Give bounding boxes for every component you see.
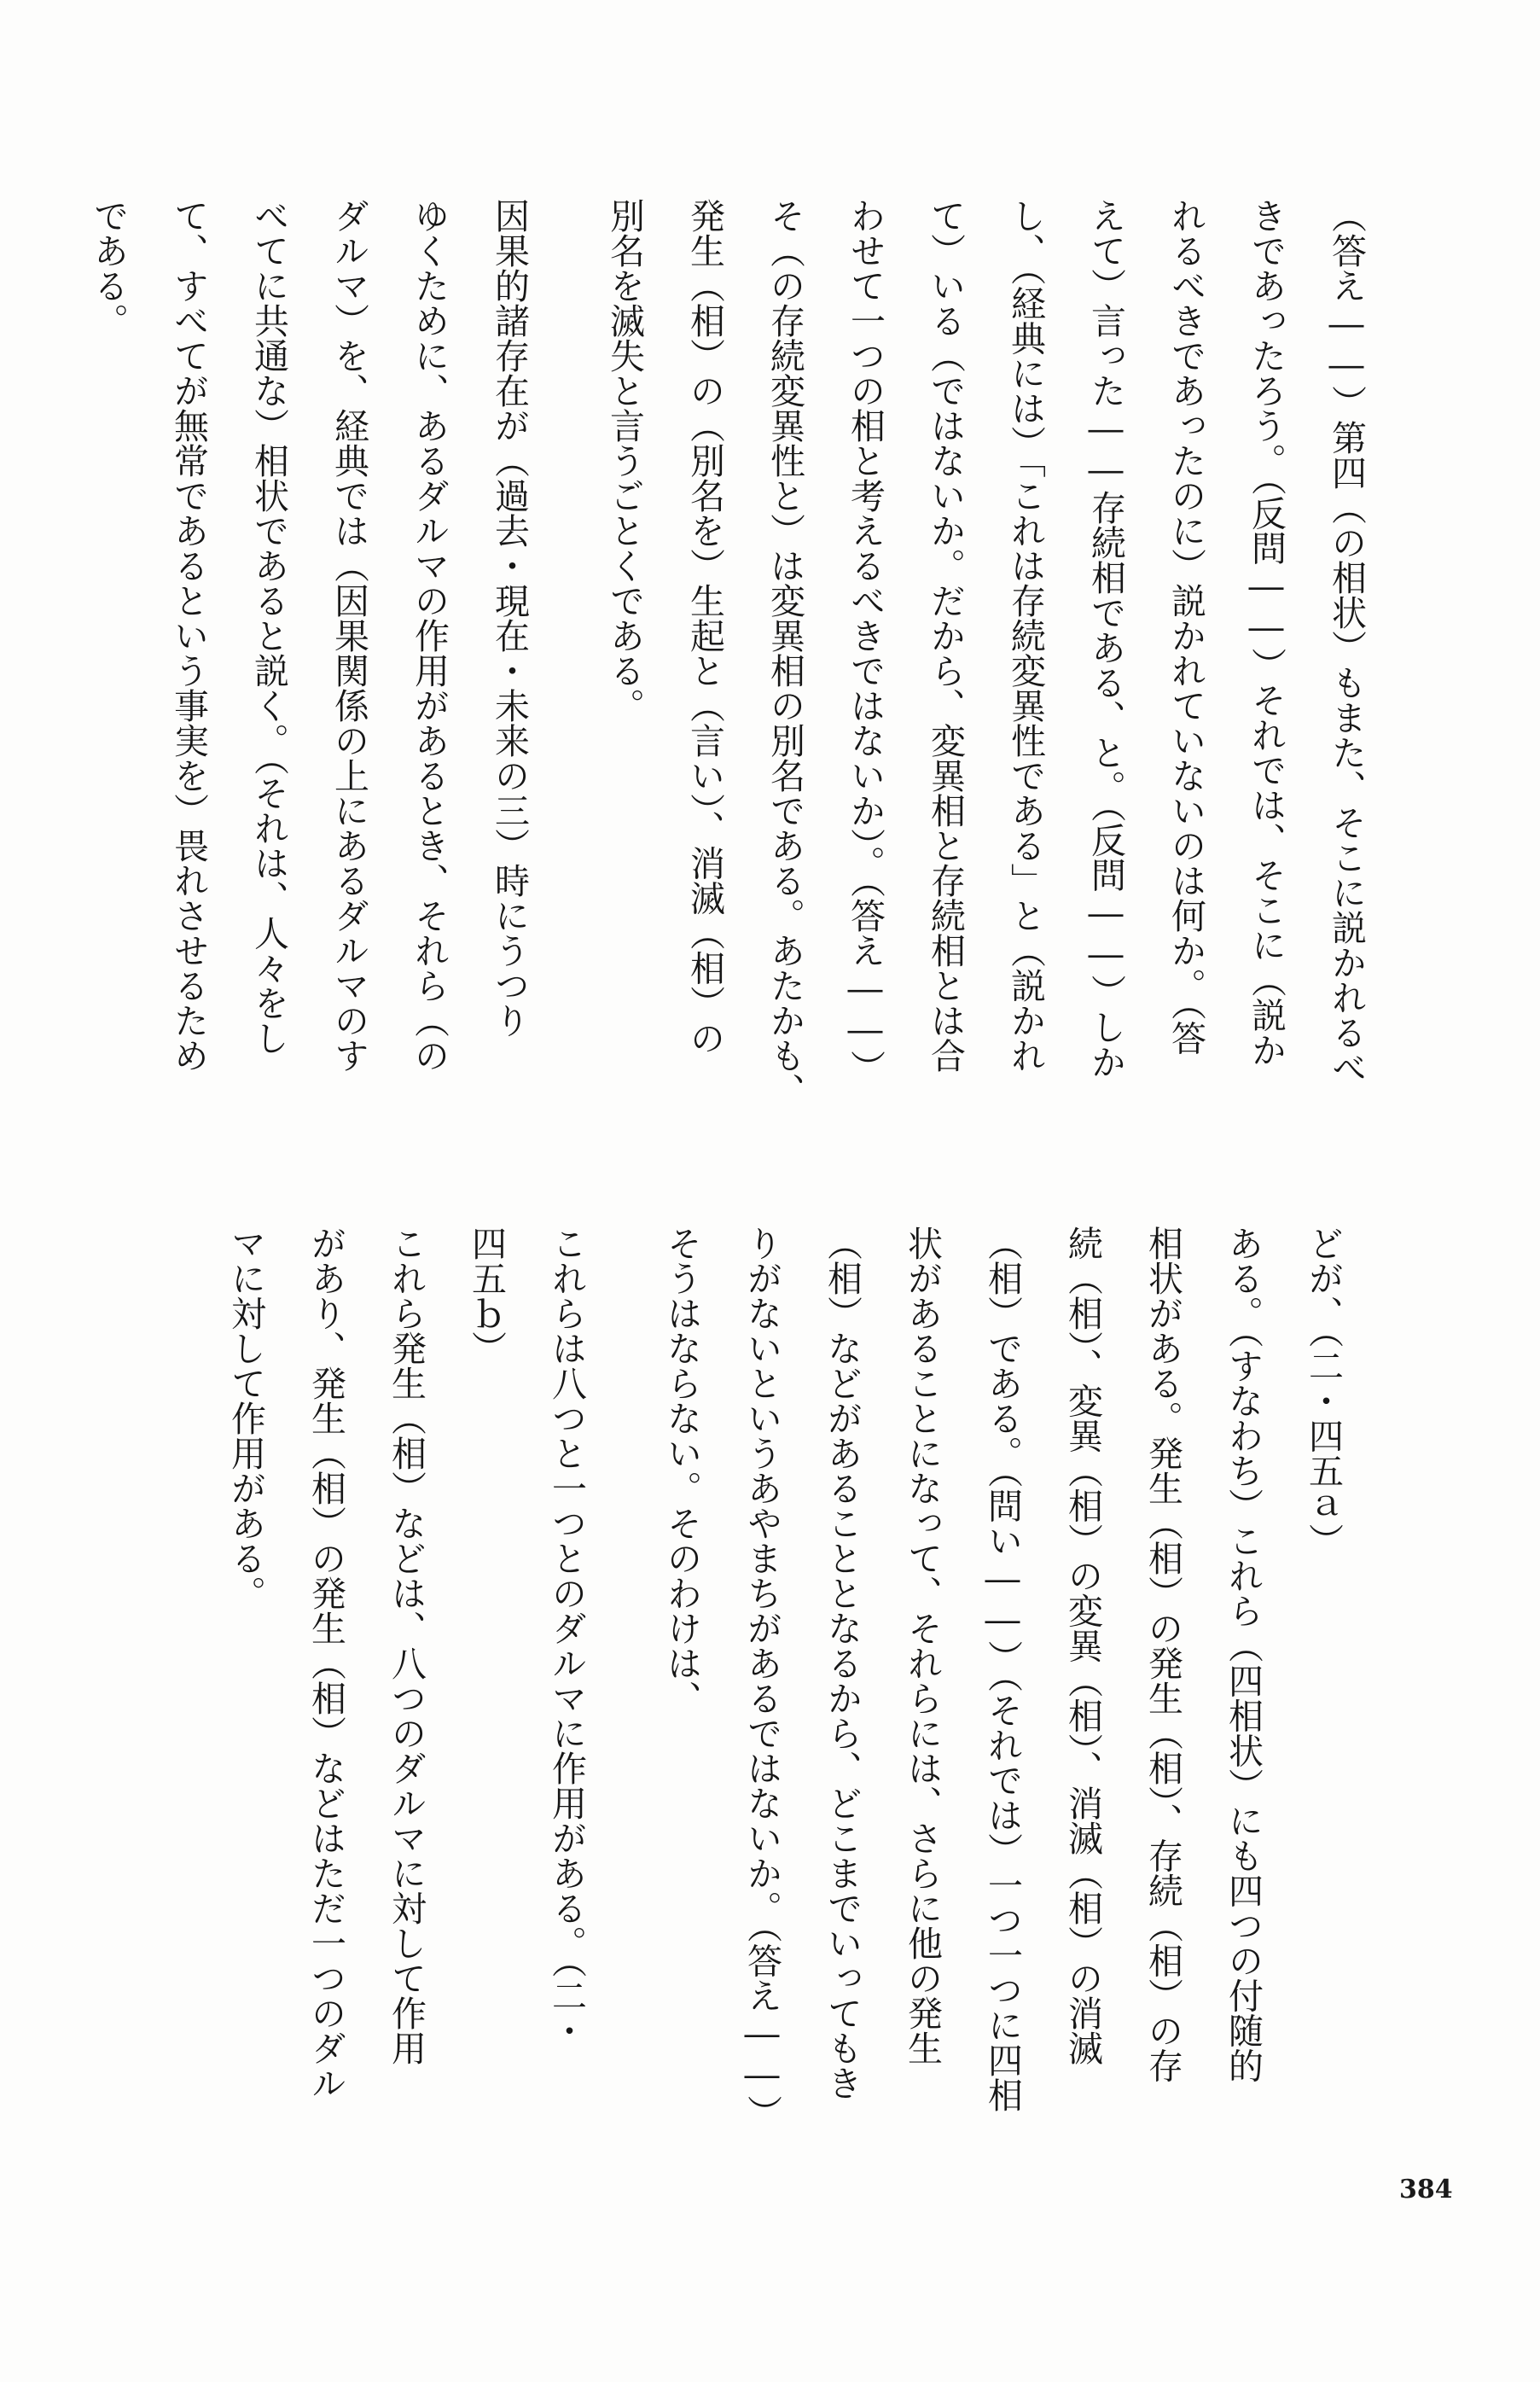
text-line: マに対して作用がある。 (225, 1226, 266, 1610)
section-asterisk (0, 198, 68, 1179)
text-line: ゆくために、あるダルマの作用があるとき、それら（の (409, 198, 450, 1073)
text-line: ダルマ）を、経典では（因果関係の上にあるダルマのす (328, 198, 369, 1073)
text-line: これら発生（相）などは、八つのダルマに対して作用 (386, 1226, 427, 2065)
text-line: れるべきであったのに）説かれていないのは何か。（答 (1165, 198, 1206, 1056)
text-line: りがないというあやまちがあるではないか。（答え――） (741, 1226, 782, 2130)
text-line: て、すべてが無常であるという事実を）畏れさせるため (168, 198, 209, 1073)
lower-text-block (0, 1226, 1398, 2207)
text-line: （相）などがあることとなるから、どこまでいってもき (822, 1226, 863, 2100)
text-line: そうはならない。そのわけは、 (661, 1226, 702, 1715)
text-line: があり、発生（相）の発生（相）などはただ一つのダル (305, 1226, 346, 2100)
text-line: 因果的諸存在が（過去・現在・未来の三）時にうつり (489, 198, 530, 1038)
text-line: 発生（相）の（別名を）生起と（言い）、消滅（相）の (684, 198, 725, 1056)
verse-line: これらは八つと一つとのダルマに作用がある。（二・ (546, 1226, 587, 2048)
section-asterisk (0, 1226, 206, 2207)
text-line: 相状がある。発生（相）の発生（相）、存続（相）の存 (1142, 1226, 1183, 2083)
text-line: 続（相）、変異（相）の変異（相）、消滅（相）の消滅 (1062, 1226, 1103, 2065)
text-line: （相）である。（問い――）（それでは）一つ一つに四相 (982, 1226, 1023, 2112)
verse-line: 四五ｂ） (466, 1226, 507, 1366)
text-line: 別名を滅失と言うごとくである。 (604, 198, 645, 723)
upper-text-block (0, 198, 1386, 1179)
text-line: そ（の存続変異性と）は変異相の別名である。あたかも、 (764, 198, 805, 1108)
text-line: えて）言った――存続相である、と。（反問――）しか (1085, 198, 1126, 1080)
text-line: （答え――）第四（の相状）もまた、そこに説かれるべ (1326, 198, 1367, 1085)
page-number: 384 (1399, 2175, 1453, 2204)
text-line: である。 (88, 198, 129, 338)
text-line: て）いる（ではないか。だから、変異相と存続相とは合 (925, 198, 966, 1073)
text-line: きであったろう。（反問――）それでは、そこに（説か (1246, 198, 1287, 1068)
text-line: し、（経典には）「これは存続変異性である」と（説かれ (1005, 198, 1046, 1073)
text-line: べてに共通な）相状であると説く。（それは、人々をし (248, 198, 289, 1056)
verse-line: どが、（二・四五ａ） (1303, 1226, 1344, 1558)
text-line: 状があることになって、それらには、さらに他の発生 (902, 1226, 943, 2065)
text-line: わせて一つの相と考えるべきではないか）。（答え――） (845, 198, 886, 1085)
text-line: ある。（すなわち）これら（四相状）にも四つの付随的 (1223, 1226, 1264, 2083)
